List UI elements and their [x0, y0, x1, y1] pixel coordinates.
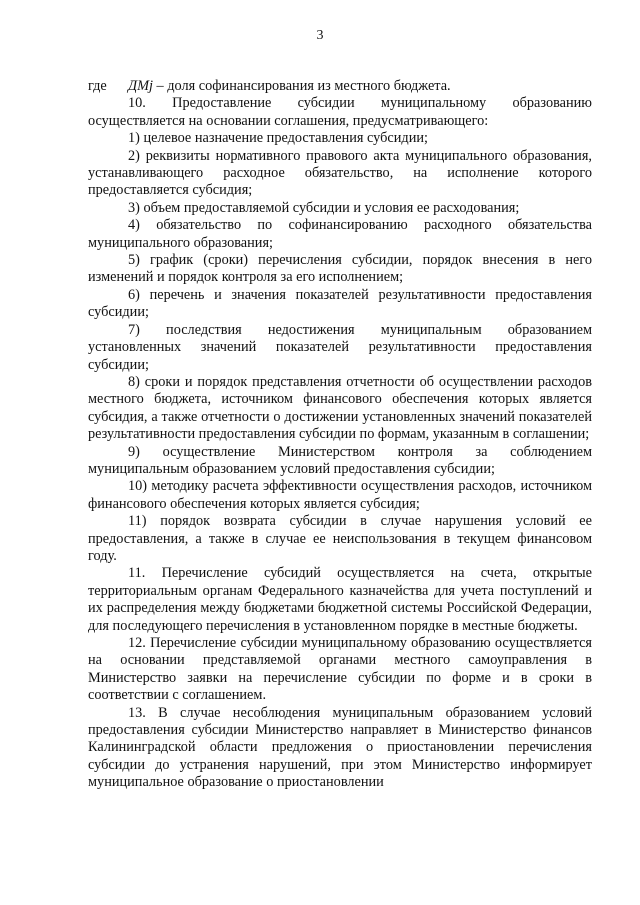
list-item-1: 1) целевое назначение предоставления субсидии; — [128, 130, 428, 147]
list-item-3: 3) объем предоставляемой субсидии и условия ее расходования; — [128, 199, 520, 216]
list-item-4: 4) обязательство по софинансированию расходного обязательства муниципального образования; — [88, 217, 592, 251]
list-item-2: 2) реквизиты нормативного правового акта муниципального образования, устанавливающего расходное обязательство, на исполнение которого предоставляется субсидия; — [88, 147, 592, 199]
list-item-5: 5) график (сроки) перечисления субсидии, порядок внесения в него изменений и порядок контроля за его исполнением; — [88, 252, 592, 286]
list-item-8: 8) сроки и порядок представления отчетности об осуществлении расходов местного бюджета, источником финансового обеспечения которых является субсидия, а также отчетности о достижении установленных значений показателей результативности предоставления субсидии по формам, указанным в соглашении; — [88, 373, 592, 443]
where-definition — [128, 78, 451, 95]
paragraph-12: 12. Перечисление субсидии муниципальному образованию осуществляется на основании представляемой органами местного самоуправления в Министерство заявки на перечисление субсидии по форме и в сроки в соответствии с соглашением. — [88, 635, 592, 704]
list-item-6: 6) перечень и значения показателей результативности предоставления субсидии; — [88, 286, 592, 321]
list-item-9: 9) осуществление Министерством контроля за соблюдением муниципальным образованием условий предоставления субсидии; — [88, 443, 592, 477]
paragraph-13: 13. В случае несоблюдения муниципальным образованием условий предоставления субсидии Министерство направляет в Министерство финансов Калининградской области предложения о приостановлении перечисления субсидии до устранения нарушений, при этом Министерство информирует муниципальное образование о приостановлении — [88, 704, 592, 791]
paragraph-11: 11. Перечисление субсидий осуществляется на счета, открытые территориальным органам Федерального казначейства для учета поступлений и их распределения между бюджетами бюджетной системы Российской Федерации, для последующего перечисления в установленном порядке в местные бюджеты. — [88, 565, 592, 634]
document-body — [88, 78, 592, 792]
list-item-11: 11) порядок возврата субсидии в случае нарушения условий ее предоставления, а также в случае ее неиспользования в текущем финансовом году. — [88, 513, 592, 564]
paragraph-10: 10. Предоставление субсидии муниципальному образованию осуществляется на основании соглашения, предусматривающего: — [88, 95, 592, 129]
list-item-7: 7) последствия недостижения муниципальным образованием установленных значений показателей результативности предоставления субсидии; — [88, 321, 592, 373]
where-symbol: ДМj — [128, 78, 153, 94]
list-item-10: 10) методику расчета эффективности осуществления расходов, источником финансового обеспечения которых является субсидия; — [88, 478, 592, 512]
where-line — [88, 78, 592, 95]
page-number: 3 — [316, 28, 324, 43]
where-word: где — [88, 78, 107, 94]
where-text: – доля софинансирования из местного бюджета. — [152, 78, 451, 94]
